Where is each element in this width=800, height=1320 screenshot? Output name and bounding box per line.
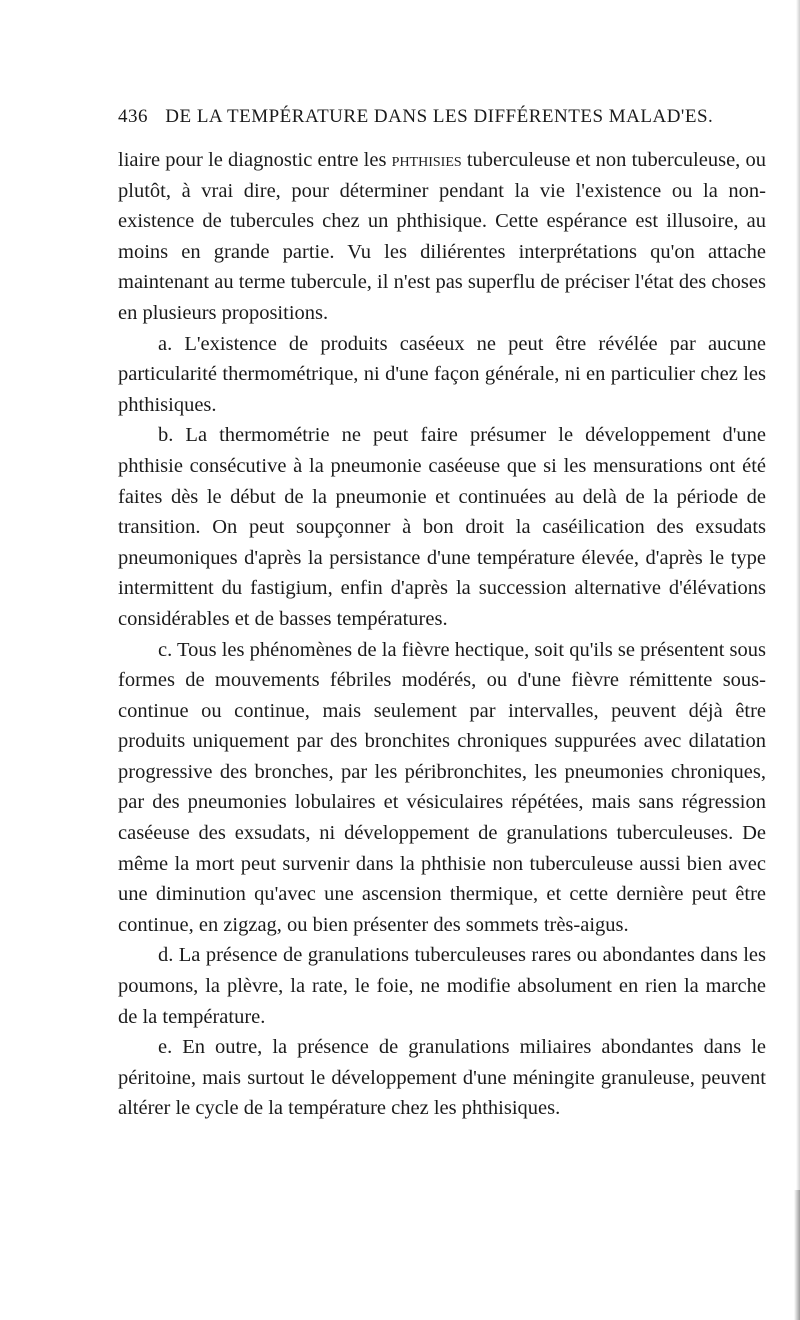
- page-number: 436: [118, 106, 148, 127]
- body-text: [118, 145, 766, 1124]
- paragraph-d: d. La présence de granulations tuberculeuses rares ou abondantes dans les poumons, la plèvre, la rate, le foie, ne modifie absolument en rien la marche de la température.: [118, 944, 766, 1028]
- paragraph-e: e. En outre, la présence de granulations miliaires abondantes dans le péritoine, mais surtout le développement d'une méningite granuleuse, peuvent altérer le cycle de la température chez les phthisiques.: [118, 1036, 766, 1120]
- paragraph-a: a. L'existence de produits caséeux ne peut être révélée par aucune particularité thermométrique, ni d'une façon générale, ni en particulier chez les phthisiques.: [118, 332, 766, 416]
- running-title: DE LA TEMPÉRATURE DANS LES DIFFÉRENTES MALAD'ES.: [165, 106, 714, 127]
- page-header: [118, 106, 758, 128]
- paragraph-b: b. La thermométrie ne peut faire présumer le développement d'une phthisie consécutive à la pneumonie caséeuse que si les mensurations ont été faites dès le début de la pneumonie et continuées au delà de la période de transition. On peut soupçonner à bon droit la caséilication des exsudats pneumoniques d'après la persistance d'une température élevée, d'après le type intermittent du fastigium, enfin d'après la succession alternative d'élévations considérables et de basses températures.: [118, 424, 766, 630]
- paragraph-c: c. Tous les phénomènes de la fièvre hectique, soit qu'ils se présentent sous formes de mouvements fébriles modérés, ou d'une fièvre rémittente sous-continue ou continue, mais seulement par intervalles, peuvent déjà être produits uniquement par des bronchites chroniques suppurées avec dilatation progressive des bronches, par les péribronchites, les pneumonies chroniques, par des pneumonies lobulaires et vésiculaires répétées, mais sans régression caséeuse des exsudats, ni développement de granulations tuberculeuses. De même la mort peut survenir dans la phthisie non tuberculeuse aussi bien avec une diminution qu'avec une ascension thermique, et cette dernière peut être continue, en zigzag, ou bien présenter des sommets très-aigus.: [118, 638, 766, 936]
- paragraph-continued: [118, 145, 766, 329]
- small-caps-word: phthisies: [391, 149, 462, 171]
- page-edge-shadow: [796, 0, 800, 1320]
- paragraph-text: liaire pour le diagnostic entre les: [118, 149, 392, 171]
- paragraph-text: tuberculeuse et non tuberculeuse, ou plutôt, à vrai dire, pour déterminer pendant la vie l'existence ou la non-existence de tubercules chez un phthisique. Cette espérance est illusoire, au moins en grande partie. Vu les diliérentes interprétations qu'on attache maintenant au terme tubercule, il n'est pas superflu de préciser l'état des choses en plusieurs propositions.: [118, 149, 766, 324]
- page-edge-mark: [794, 1190, 800, 1320]
